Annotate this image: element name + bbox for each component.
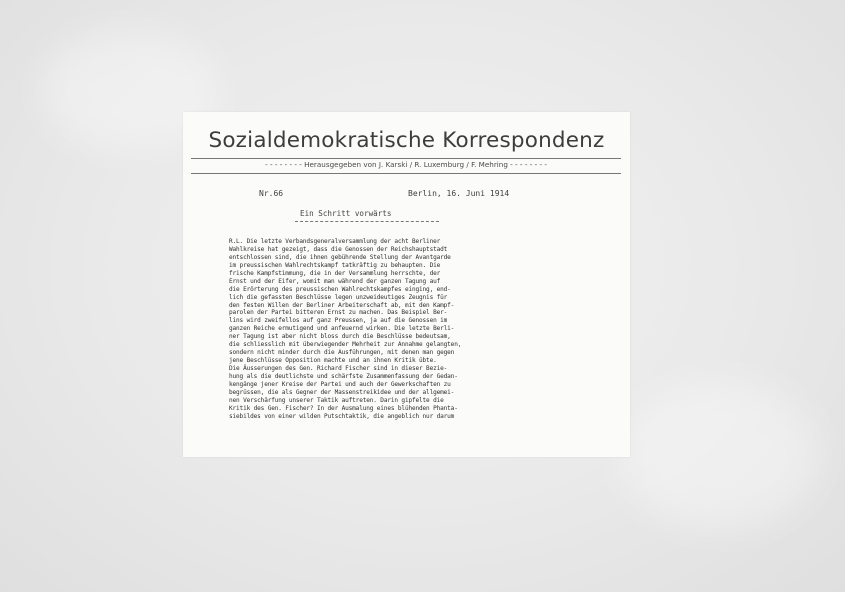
body-line: kengänge jener Kreise der Partei und auch der Gewerkschaften zu [229,380,451,388]
body-line: frische Kampfstimmung, die in der Versammlung herrschte, der [229,269,441,277]
body-line: jene Beschlüsse Opposition machte und an ihnen Kritik übte. [229,357,437,365]
dateline: Berlin, 16. Juni 1914 [408,189,510,198]
body-line: R.L. Die letzte Verbandsgeneralversammlung der acht Berliner [229,238,441,245]
body-line: den festen Willen der Berliner Arbeiterschaft ab, mit den Kampf- [229,301,455,309]
body-line: lich die gefassten Beschlüsse legen unzweideutiges Zeugnis für [229,293,448,301]
body-line: Kritik des Gen. Fischer? In der Ausmalung eines blühenden Phanta- [229,404,458,412]
body-line: lins wird zweifellos auf ganz Preussen, ja auf die Genossen im [229,317,448,325]
masthead-divider [191,158,621,159]
body-line: hung als die deutlichste und schärfste Zusammenfassung der Gedan- [229,372,458,380]
body-line: siebildes von einer wilden Putschtaktik, die angeblich nur darum [229,412,455,420]
body-line: im preussischen Wahlrechtskampf tatkräftig zu behaupten. Die [229,261,441,269]
body-line: entschlossen sind, die ihnen gebührende Stellung der Avantgarde [229,253,451,261]
body-line: begrüssen, die als Gegner der Massenstreikidee und der allgemei- [229,388,455,396]
masthead-divider [191,173,621,174]
newspaper-clipping [183,112,630,457]
body-line: sondern nicht minder durch die Ausführungen, mit denen man gegen [229,349,455,357]
body-line: Die Äusserungen des Gen. Richard Fischer sind in dieser Bezie- [229,365,448,372]
body-line: die schliesslich mit überwiegender Mehrheit zur Annahme gelangten, [229,341,462,349]
article-headline: Ein Schritt vorwärts [300,209,392,218]
body-line: parolen der Partei bitteren Ernst zu machen. Das Beispiel Ber- [229,309,448,317]
body-line: ganzen Reiche ermutigend und anfeuernd wirken. Die letzte Berli- [229,325,455,333]
headline-underline [295,221,439,222]
editors-line: - - - - - - - - Herausgegeben von J. Karski / R. Luxemburg / F. Mehring - - - - - - - - [265,160,547,169]
body-line: Wahlkreise hat gezeigt, dass die Genossen der Reichshauptstadt [229,245,448,253]
article-body [229,238,624,421]
body-line: die Erörterung des preussischen Wahlrechtskampfes einging, end- [229,285,451,293]
masthead-title: Sozialdemokratische Korrespondenz [208,128,605,153]
body-line: Ernst und der Eifer, womit man während der ganzen Tagung auf [229,277,441,285]
wall-texture [620,380,820,530]
body-line: nen Verschärfung unserer Taktik auftreten. Darin gipfelte die [229,396,444,404]
issue-number: Nr.66 [259,189,284,198]
body-line: ner Tagung ist aber nicht bloss durch die Beschlüsse bedeutsam, [229,333,451,341]
